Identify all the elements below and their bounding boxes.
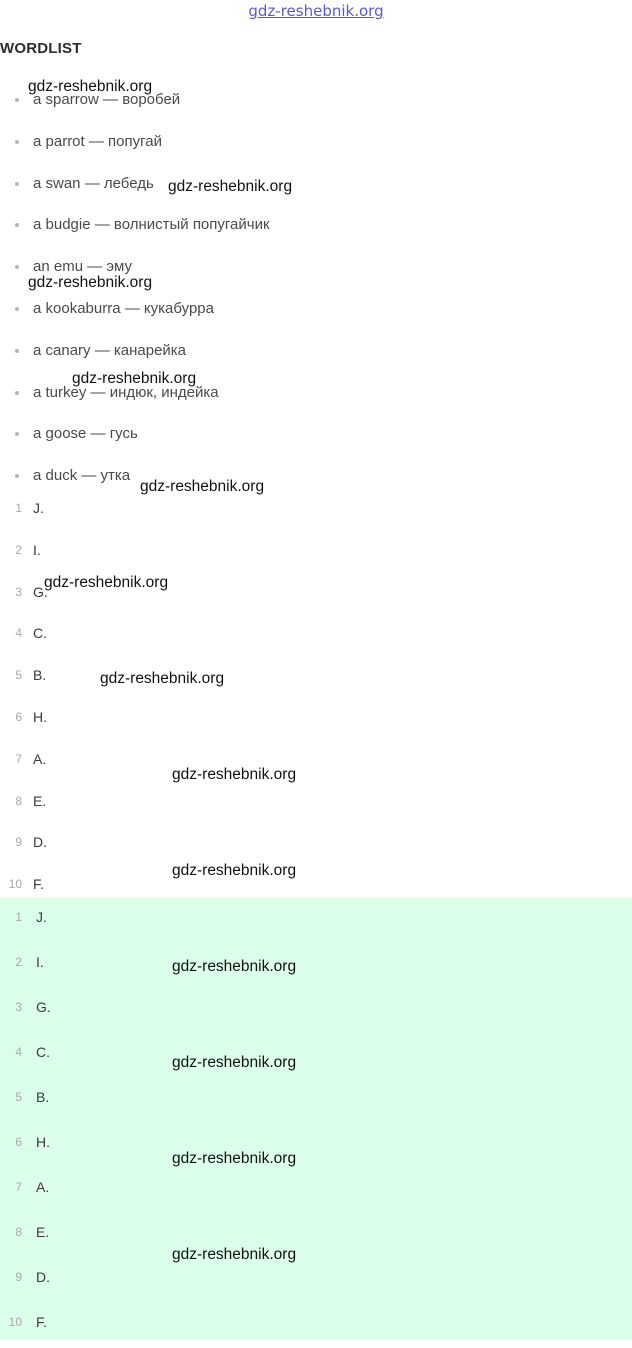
answer-value: B.	[33, 667, 47, 684]
answer-row	[0, 822, 632, 864]
answer-value: C.	[33, 625, 47, 642]
bullet-icon	[15, 349, 19, 353]
answer-value: I.	[36, 954, 44, 970]
answer-row	[0, 1258, 632, 1303]
answer-value: F.	[36, 1314, 47, 1330]
answer-number: 8	[15, 793, 22, 808]
wordlist-entry: a duck — утка	[33, 467, 131, 485]
answer-value: J.	[36, 909, 47, 925]
wordlist-entry: a turkey — индюк, индейка	[33, 383, 219, 401]
answer-number: 1	[15, 501, 22, 515]
answer-number: 8	[15, 1225, 22, 1239]
wordlist-entry: a canary — канарейка	[33, 341, 187, 359]
bullet-icon	[15, 432, 19, 436]
answer-number: 3	[15, 584, 22, 599]
answer-number: 5	[15, 1090, 22, 1104]
answer-number: 4	[15, 626, 22, 641]
watermark-text: gdz-reshebnik.org	[28, 274, 153, 291]
answer-number: 7	[15, 751, 22, 766]
answer-value: F.	[33, 876, 44, 893]
wordlist-entry: a swan — лебедь	[33, 174, 154, 192]
watermark-text: gdz-reshebnik.org	[172, 958, 297, 975]
highlighted-answers-list	[0, 898, 632, 1340]
answer-row	[0, 613, 632, 655]
list-item	[0, 413, 270, 455]
page-title: WORDLIST	[0, 40, 82, 57]
list-item	[0, 288, 270, 330]
answer-value: B.	[36, 1089, 50, 1105]
answer-row	[0, 488, 632, 530]
wordlist-entry: a parrot — попугай	[33, 132, 162, 150]
watermark-text: gdz-reshebnik.org	[172, 766, 297, 783]
answer-number: 7	[15, 1180, 22, 1194]
answer-value: C.	[36, 1044, 50, 1060]
bullet-icon	[15, 307, 19, 311]
watermark-text: gdz-reshebnik.org	[28, 78, 153, 95]
answer-value: E.	[36, 1224, 50, 1240]
answer-number: 3	[15, 1000, 22, 1014]
answer-value: D.	[33, 834, 47, 851]
answer-row	[0, 781, 632, 823]
answer-number: 6	[15, 1135, 22, 1149]
watermark-text: gdz-reshebnik.org	[172, 1054, 297, 1071]
bullet-icon	[15, 391, 19, 395]
answers-list	[0, 488, 632, 906]
answer-row	[0, 1078, 632, 1123]
answer-value: H.	[33, 708, 47, 725]
list-item	[0, 121, 270, 163]
answer-value: G.	[33, 583, 48, 600]
wordlist-entry: a kookaburra — кукабурра	[33, 299, 214, 317]
list-item	[0, 204, 270, 246]
answer-number: 2	[15, 542, 22, 557]
watermark-text: gdz-reshebnik.org	[72, 370, 197, 387]
answer-row	[0, 655, 632, 697]
answer-number: 4	[15, 1045, 22, 1059]
answer-number: 6	[15, 709, 22, 724]
watermark-text: gdz-reshebnik.org	[168, 178, 293, 195]
answer-row	[0, 1213, 632, 1258]
watermark-text: gdz-reshebnik.org	[172, 1150, 297, 1167]
wordlist-entry: an emu — эму	[33, 258, 133, 276]
answer-value: A.	[36, 1179, 50, 1195]
answer-number: 1	[15, 910, 22, 924]
bullet-icon	[15, 265, 19, 269]
watermark-text: gdz-reshebnik.org	[172, 862, 297, 879]
answer-value: H.	[36, 1134, 50, 1150]
answer-row	[0, 1123, 632, 1168]
bullet-icon	[15, 98, 19, 102]
answer-value: E.	[33, 792, 47, 809]
answer-value: D.	[36, 1269, 50, 1285]
answer-number: 10	[8, 1315, 22, 1329]
answer-row	[0, 943, 632, 988]
wordlist-entry: a goose — гусь	[33, 425, 138, 443]
answer-row	[0, 898, 632, 943]
answer-row	[0, 1168, 632, 1213]
bullet-icon	[15, 140, 19, 144]
watermark-text: gdz-reshebnik.org	[44, 574, 169, 591]
bullet-icon	[15, 474, 19, 478]
wordlist-entry: a sparrow — воробей	[33, 91, 181, 108]
answer-value: G.	[36, 999, 51, 1015]
answer-value: A.	[33, 750, 47, 767]
answer-row	[0, 530, 632, 572]
answer-row	[0, 1303, 632, 1348]
answer-number: 9	[15, 835, 22, 850]
answer-row	[0, 697, 632, 739]
answer-row	[0, 739, 632, 781]
answer-row	[0, 988, 632, 1033]
answer-value: J.	[33, 500, 44, 516]
bullet-icon	[15, 223, 19, 227]
list-item	[0, 330, 270, 372]
watermark-text: gdz-reshebnik.org	[172, 1246, 297, 1263]
answer-number: 5	[15, 668, 22, 683]
top-watermark-link[interactable]: gdz-reshebnik.org	[248, 2, 384, 20]
watermark-text: gdz-reshebnik.org	[100, 670, 225, 687]
answer-number: 10	[8, 877, 22, 892]
answer-value: I.	[33, 541, 41, 558]
wordlist-entry: a budgie — волнистый попугайчик	[33, 216, 270, 234]
bullet-icon	[15, 182, 19, 186]
answer-row	[0, 1033, 632, 1078]
watermark-text: gdz-reshebnik.org	[140, 478, 265, 495]
answer-number: 9	[15, 1270, 22, 1284]
answer-number: 2	[15, 955, 22, 969]
